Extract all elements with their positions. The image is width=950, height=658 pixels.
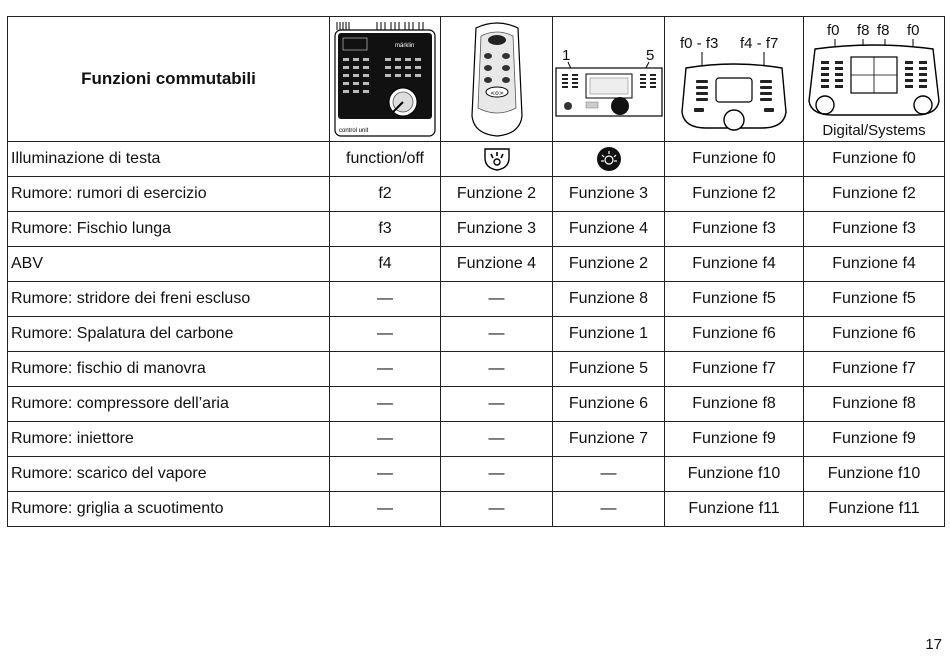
function-cell-mobile-station-ir: — [441, 492, 553, 527]
function-name: Rumore: compressore dell’aria [8, 387, 330, 422]
table-row [8, 247, 945, 282]
digital-systems-header [804, 17, 945, 142]
function-cell-mobile-station-ir: — [441, 457, 553, 492]
function-cell-central-station: — [553, 492, 665, 527]
function-cell-mobile-station-ir: — [441, 422, 553, 457]
function-cell-central-station: Funzione 8 [553, 282, 665, 317]
function-name: ABV [8, 247, 330, 282]
ds-label-d: f0 [907, 22, 920, 39]
svg-text:<o>: <o> [489, 90, 504, 97]
function-name: Rumore: griglia a scuotimento [8, 492, 330, 527]
function-cell-mobile-station-ir: — [441, 282, 553, 317]
function-name: Rumore: stridore dei freni escluso [8, 282, 330, 317]
function-cell-control-unit: f4 [330, 247, 441, 282]
function-cell-mobile-station-ir [441, 142, 553, 177]
table-title: Funzioni commutabili [81, 68, 256, 88]
function-cell-mobile-station: Funzione f9 [665, 422, 804, 457]
function-cell-control-unit: function/off [330, 142, 441, 177]
function-cell-mobile-station-ir: — [441, 352, 553, 387]
table-row [8, 317, 945, 352]
function-cell-digital-systems: Funzione f9 [804, 422, 945, 457]
ms-label-right: f4 - f7 [740, 35, 779, 52]
light-icon [482, 146, 512, 172]
function-cell-mobile-station: Funzione f5 [665, 282, 804, 317]
function-cell-mobile-station-ir: — [441, 387, 553, 422]
function-cell-digital-systems: Funzione f11 [804, 492, 945, 527]
function-cell-control-unit: — [330, 457, 441, 492]
function-cell-digital-systems: Funzione f2 [804, 177, 945, 212]
ds-label-c: f8 [877, 22, 890, 39]
ds-caption: Digital/Systems [822, 122, 926, 139]
function-cell-digital-systems: Funzione f5 [804, 282, 945, 317]
header-row [8, 17, 945, 142]
table-row [8, 422, 945, 457]
table-row [8, 177, 945, 212]
function-cell-central-station: Funzione 4 [553, 212, 665, 247]
ds-label-b: f8 [857, 22, 870, 39]
light-icon [594, 146, 624, 172]
mobile-station-image [666, 20, 802, 138]
function-cell-central-station: Funzione 5 [553, 352, 665, 387]
function-cell-mobile-station: Funzione f7 [665, 352, 804, 387]
function-cell-mobile-station: Funzione f0 [665, 142, 804, 177]
function-cell-central-station: Funzione 6 [553, 387, 665, 422]
cs-label-right: 5 [645, 47, 654, 64]
control-unit-header [330, 17, 441, 142]
function-name: Rumore: Spalatura del carbone [8, 317, 330, 352]
page-number: 17 [925, 636, 942, 653]
function-cell-control-unit: — [330, 422, 441, 457]
table-row [8, 142, 945, 177]
function-cell-central-station: Funzione 1 [553, 317, 665, 352]
function-cell-digital-systems: Funzione f7 [804, 352, 945, 387]
function-cell-mobile-station: Funzione f6 [665, 317, 804, 352]
function-cell-mobile-station-ir: Funzione 3 [441, 212, 553, 247]
function-cell-mobile-station: Funzione f3 [665, 212, 804, 247]
function-cell-digital-systems: Funzione f10 [804, 457, 945, 492]
handheld-header [441, 17, 553, 142]
function-cell-central-station: Funzione 2 [553, 247, 665, 282]
function-name: Rumore: Fischio lunga [8, 212, 330, 247]
function-name: Rumore: iniettore [8, 422, 330, 457]
function-cell-control-unit: — [330, 492, 441, 527]
ds-label-a: f0 [827, 22, 840, 39]
function-cell-control-unit: — [330, 352, 441, 387]
central-station-header [553, 17, 665, 142]
function-cell-mobile-station: Funzione f10 [665, 457, 804, 492]
table-row [8, 387, 945, 422]
function-cell-mobile-station: Funzione f11 [665, 492, 804, 527]
mobile-station-header [665, 17, 804, 142]
function-cell-control-unit: — [330, 387, 441, 422]
svg-text:märklin: märklin [395, 43, 415, 49]
digital-systems-image [805, 19, 943, 139]
function-cell-control-unit: — [330, 317, 441, 352]
table-row [8, 492, 945, 527]
handheld-controller-image [462, 20, 532, 138]
control-unit-image [333, 20, 437, 138]
central-station-image [554, 20, 664, 138]
function-cell-digital-systems: Funzione f0 [804, 142, 945, 177]
table-row [8, 282, 945, 317]
table-row [8, 352, 945, 387]
table-row [8, 212, 945, 247]
function-name: Rumore: fischio di manovra [8, 352, 330, 387]
functions-table [7, 16, 945, 527]
function-name: Rumore: rumori di esercizio [8, 177, 330, 212]
function-cell-mobile-station: Funzione f4 [665, 247, 804, 282]
control-unit-caption: control unit [339, 128, 369, 134]
table-row [8, 457, 945, 492]
function-cell-central-station: Funzione 3 [553, 177, 665, 212]
function-cell-digital-systems: Funzione f3 [804, 212, 945, 247]
function-cell-control-unit: f3 [330, 212, 441, 247]
function-cell-central-station: — [553, 457, 665, 492]
function-cell-digital-systems: Funzione f6 [804, 317, 945, 352]
function-cell-central-station: Funzione 7 [553, 422, 665, 457]
function-cell-central-station [553, 142, 665, 177]
ms-label-left: f0 - f3 [680, 35, 719, 52]
function-cell-mobile-station: Funzione f2 [665, 177, 804, 212]
function-name: Illuminazione di testa [8, 142, 330, 177]
function-name: Rumore: scarico del vapore [8, 457, 330, 492]
function-cell-control-unit: — [330, 282, 441, 317]
cs-label-left: 1 [561, 47, 570, 64]
function-cell-mobile-station: Funzione f8 [665, 387, 804, 422]
function-cell-digital-systems: Funzione f4 [804, 247, 945, 282]
function-cell-control-unit: f2 [330, 177, 441, 212]
function-cell-mobile-station-ir: — [441, 317, 553, 352]
function-cell-mobile-station-ir: Funzione 2 [441, 177, 553, 212]
header-title-cell [8, 17, 330, 142]
function-cell-mobile-station-ir: Funzione 4 [441, 247, 553, 282]
function-cell-digital-systems: Funzione f8 [804, 387, 945, 422]
